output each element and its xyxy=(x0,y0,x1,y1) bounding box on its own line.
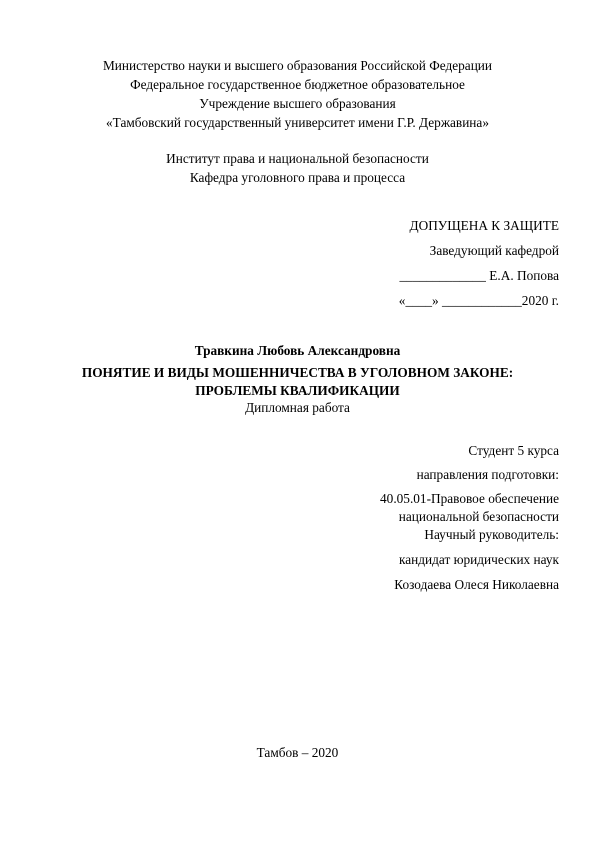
supervisor-degree: кандидат юридических наук xyxy=(398,552,559,567)
department-line: Кафедра уголовного права и процесса xyxy=(189,170,406,185)
supervisor-name: Козодаева Олеся Николаевна xyxy=(394,577,559,592)
thesis-title-line-2: ПРОБЛЕМЫ КВАЛИФИКАЦИИ xyxy=(195,383,400,398)
approval-role: Заведующий кафедрой xyxy=(429,243,559,258)
institute-line: Институт права и национальной безопасности xyxy=(166,151,429,166)
work-type: Дипломная работа xyxy=(245,400,350,415)
approval-signature-line: _____________ Е.А. Попова xyxy=(399,268,559,283)
ministry-line: Министерство науки и высшего образования Российской Федерации xyxy=(102,58,493,73)
thesis-title-line-1: ПОНЯТИЕ И ВИДЫ МОШЕННИЧЕСТВА В УГОЛОВНОМ ЗАКОНЕ: xyxy=(81,365,514,380)
direction-line-1: 40.05.01-Правовое обеспечение xyxy=(380,491,559,506)
student-course: Студент 5 курса xyxy=(468,443,559,458)
approval-title: ДОПУЩЕНА К ЗАЩИТЕ xyxy=(409,218,559,233)
approval-date-line: «____» ____________2020 г. xyxy=(398,293,559,308)
city-year: Тамбов – 2020 xyxy=(256,745,339,760)
direction-line-2: национальной безопасности xyxy=(398,509,559,524)
direction-label: направления подготовки: xyxy=(416,467,559,482)
university-line: «Тамбовский государственный университет имени Г.Р. Державина» xyxy=(106,115,489,130)
institution-type-line: Федеральное государственное бюджетное образовательное xyxy=(130,77,465,92)
author-name: Травкина Любовь Александровна xyxy=(194,343,401,358)
supervisor-label: Научный руководитель: xyxy=(424,527,559,542)
institution-type-line-2: Учреждение высшего образования xyxy=(199,96,396,111)
